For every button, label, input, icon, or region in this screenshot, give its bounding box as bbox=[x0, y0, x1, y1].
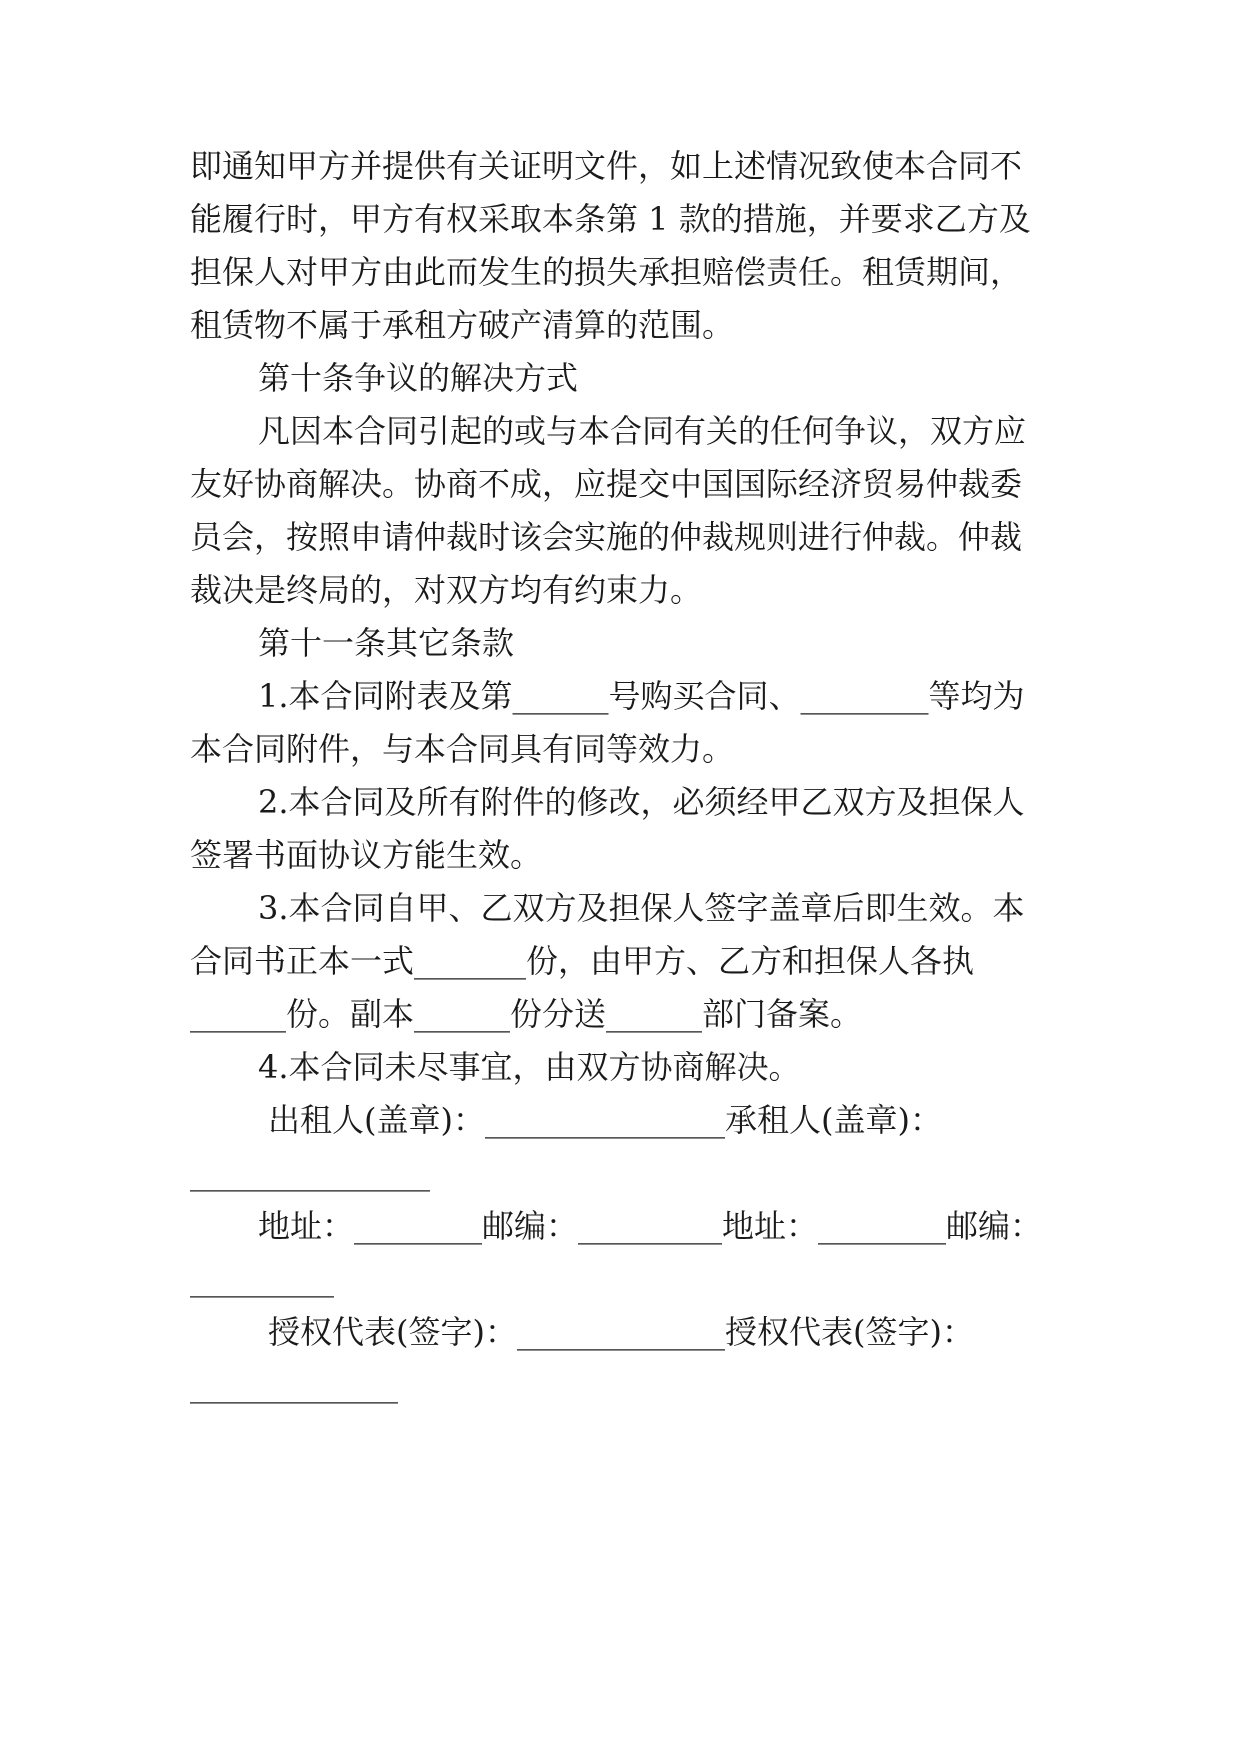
clause-line: 1.本合同附表及第______号购买合同、________等均为 bbox=[258, 677, 1025, 715]
signature-blank: _________ bbox=[190, 1260, 334, 1298]
clause-line: 合同书正本一式_______份，由甲方、乙方和担保人各执 bbox=[190, 942, 975, 980]
clause-line: 签署书面协议方能生效。 bbox=[190, 836, 543, 874]
paragraph-line: 裁决是终局的，对双方均有约束力。 bbox=[190, 571, 703, 609]
paragraph-line: 担保人对甲方由此而发生的损失承担赔偿责任。租赁期间， bbox=[190, 253, 1023, 291]
paragraph-line: 员会，按照申请仲裁时该会实施的仲裁规则进行仲裁。仲裁 bbox=[190, 518, 1023, 556]
paragraph-line: 友好协商解决。协商不成，应提交中国国际经济贸易仲裁委 bbox=[190, 465, 1023, 503]
paragraph-line: 能履行时，甲方有权采取本条第 1 款的措施，并要求乙方及 bbox=[190, 200, 1031, 238]
signature-authorized-rep: 授权代表(签字)：_____________授权代表(签字)： bbox=[268, 1313, 974, 1351]
paragraph-line: 凡因本合同引起的或与本合同有关的任何争议，双方应 bbox=[258, 412, 1027, 450]
signature-blank: _______________ bbox=[190, 1154, 430, 1192]
signature-address-postcode: 地址：________邮编：_________地址：________邮编： bbox=[258, 1207, 1043, 1245]
paragraph-line: 租赁物不属于承租方破产清算的范围。 bbox=[190, 306, 735, 344]
signature-lessor-lessee: 出租人(盖章)：_______________承租人(盖章)： bbox=[268, 1101, 942, 1139]
signature-blank: _____________ bbox=[190, 1366, 398, 1404]
clause-line: ______份。副本______份分送______部门备案。 bbox=[190, 995, 863, 1033]
paragraph-line: 即通知甲方并提供有关证明文件，如上述情况致使本合同不 bbox=[190, 147, 1023, 185]
article-heading: 第十一条其它条款 bbox=[258, 624, 515, 662]
clause-line: 本合同附件，与本合同具有同等效力。 bbox=[190, 730, 735, 768]
clause-line: 4.本合同未尽事宜，由双方协商解决。 bbox=[258, 1048, 801, 1086]
clause-line: 2.本合同及所有附件的修改，必须经甲乙双方及担保人 bbox=[258, 783, 1025, 821]
article-heading: 第十条争议的解决方式 bbox=[258, 359, 579, 397]
clause-line: 3.本合同自甲、乙双方及担保人签字盖章后即生效。本 bbox=[258, 889, 1025, 927]
